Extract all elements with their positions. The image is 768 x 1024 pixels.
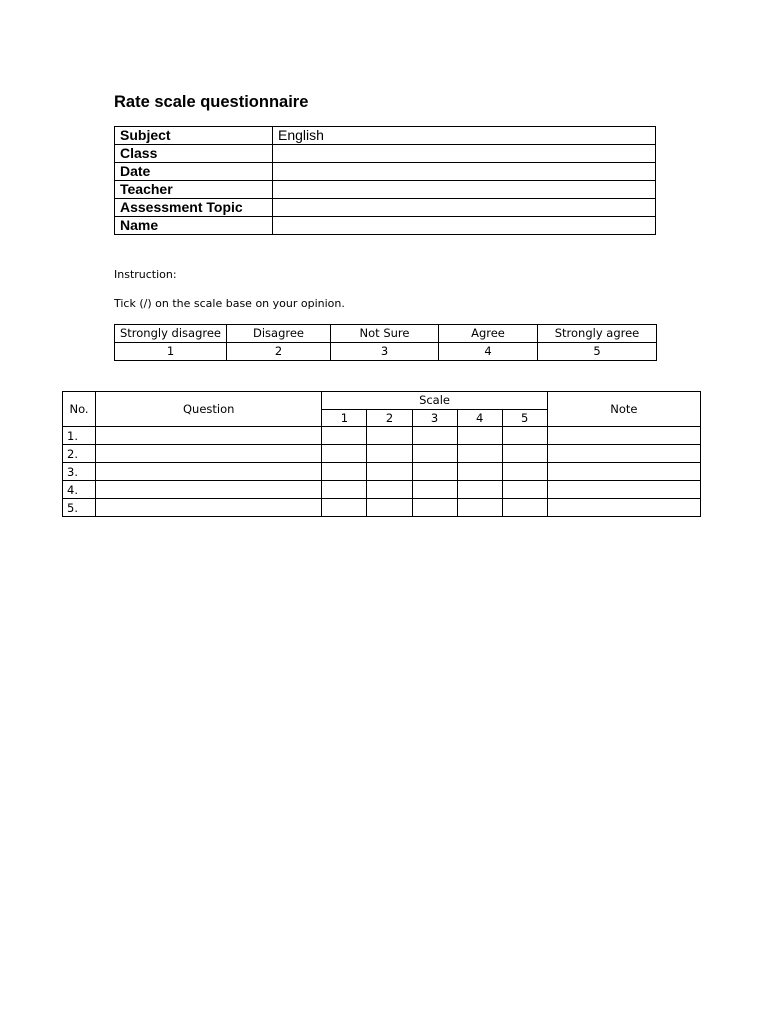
legend-value-row <box>115 343 657 361</box>
scale-cell[interactable] <box>502 445 547 463</box>
scale-legend-table <box>114 324 657 361</box>
note-cell[interactable] <box>547 481 700 499</box>
questions-table <box>62 391 701 517</box>
scale-cell[interactable] <box>367 463 412 481</box>
note-cell[interactable] <box>547 445 700 463</box>
legend-label: Agree <box>439 325 538 343</box>
info-value-field[interactable] <box>273 163 656 181</box>
scale-value-header: 4 <box>457 409 502 427</box>
scale-cell[interactable] <box>367 427 412 445</box>
instruction-heading: Instruction: <box>114 268 177 281</box>
row-number: 1. <box>63 427 96 445</box>
col-question-header: Question <box>96 392 322 427</box>
legend-label-row <box>115 325 657 343</box>
legend-value: 3 <box>331 343 439 361</box>
col-note-header: Note <box>547 392 700 427</box>
scale-cell[interactable] <box>322 463 367 481</box>
question-cell[interactable] <box>96 445 322 463</box>
scale-value-header: 2 <box>367 409 412 427</box>
legend-label: Strongly agree <box>538 325 657 343</box>
questions-header-row <box>63 392 701 410</box>
row-number: 4. <box>63 481 96 499</box>
row-number: 5. <box>63 499 96 517</box>
question-cell[interactable] <box>96 481 322 499</box>
scale-cell[interactable] <box>457 463 502 481</box>
table-row <box>63 427 701 445</box>
info-row-name <box>115 217 656 235</box>
info-value-field[interactable]: English <box>273 127 656 145</box>
scale-cell[interactable] <box>457 445 502 463</box>
info-label: Class <box>115 145 273 163</box>
scale-cell[interactable] <box>502 427 547 445</box>
scale-cell[interactable] <box>322 499 367 517</box>
scale-cell[interactable] <box>502 499 547 517</box>
legend-value: 4 <box>439 343 538 361</box>
info-label: Date <box>115 163 273 181</box>
table-row <box>63 499 701 517</box>
question-cell[interactable] <box>96 499 322 517</box>
info-row-class <box>115 145 656 163</box>
question-cell[interactable] <box>96 463 322 481</box>
note-cell[interactable] <box>547 463 700 481</box>
table-row <box>63 481 701 499</box>
info-row-teacher <box>115 181 656 199</box>
scale-value-header: 5 <box>502 409 547 427</box>
scale-cell[interactable] <box>367 499 412 517</box>
scale-cell[interactable] <box>367 481 412 499</box>
info-label: Assessment Topic <box>115 199 273 217</box>
info-label: Subject <box>115 127 273 145</box>
legend-label: Disagree <box>227 325 331 343</box>
scale-cell[interactable] <box>502 481 547 499</box>
info-table <box>114 126 656 235</box>
question-cell[interactable] <box>96 427 322 445</box>
scale-cell[interactable] <box>502 463 547 481</box>
info-row-subject <box>115 127 656 145</box>
info-value-field[interactable] <box>273 199 656 217</box>
info-label: Teacher <box>115 181 273 199</box>
info-label: Name <box>115 217 273 235</box>
note-cell[interactable] <box>547 499 700 517</box>
scale-cell[interactable] <box>457 427 502 445</box>
scale-cell[interactable] <box>457 499 502 517</box>
col-scale-header: Scale <box>322 392 547 410</box>
legend-value: 1 <box>115 343 227 361</box>
info-value-field[interactable] <box>273 145 656 163</box>
info-row-assessment-topic <box>115 199 656 217</box>
legend-value: 5 <box>538 343 657 361</box>
scale-value-header: 1 <box>322 409 367 427</box>
col-no-header: No. <box>63 392 96 427</box>
table-row <box>63 445 701 463</box>
row-number: 3. <box>63 463 96 481</box>
scale-cell[interactable] <box>412 445 457 463</box>
note-cell[interactable] <box>547 427 700 445</box>
scale-cell[interactable] <box>412 499 457 517</box>
page-title: Rate scale questionnaire <box>114 93 309 111</box>
scale-cell[interactable] <box>322 481 367 499</box>
info-value-field[interactable] <box>273 217 656 235</box>
legend-label: Not Sure <box>331 325 439 343</box>
scale-cell[interactable] <box>412 463 457 481</box>
table-row <box>63 463 701 481</box>
scale-cell[interactable] <box>367 445 412 463</box>
scale-cell[interactable] <box>412 481 457 499</box>
scale-cell[interactable] <box>412 427 457 445</box>
row-number: 2. <box>63 445 96 463</box>
scale-cell[interactable] <box>322 427 367 445</box>
instruction-text: Tick (/) on the scale base on your opinion. <box>114 297 345 310</box>
legend-value: 2 <box>227 343 331 361</box>
scale-cell[interactable] <box>457 481 502 499</box>
info-value-field[interactable] <box>273 181 656 199</box>
info-row-date <box>115 163 656 181</box>
legend-label: Strongly disagree <box>115 325 227 343</box>
scale-cell[interactable] <box>322 445 367 463</box>
scale-value-header: 3 <box>412 409 457 427</box>
